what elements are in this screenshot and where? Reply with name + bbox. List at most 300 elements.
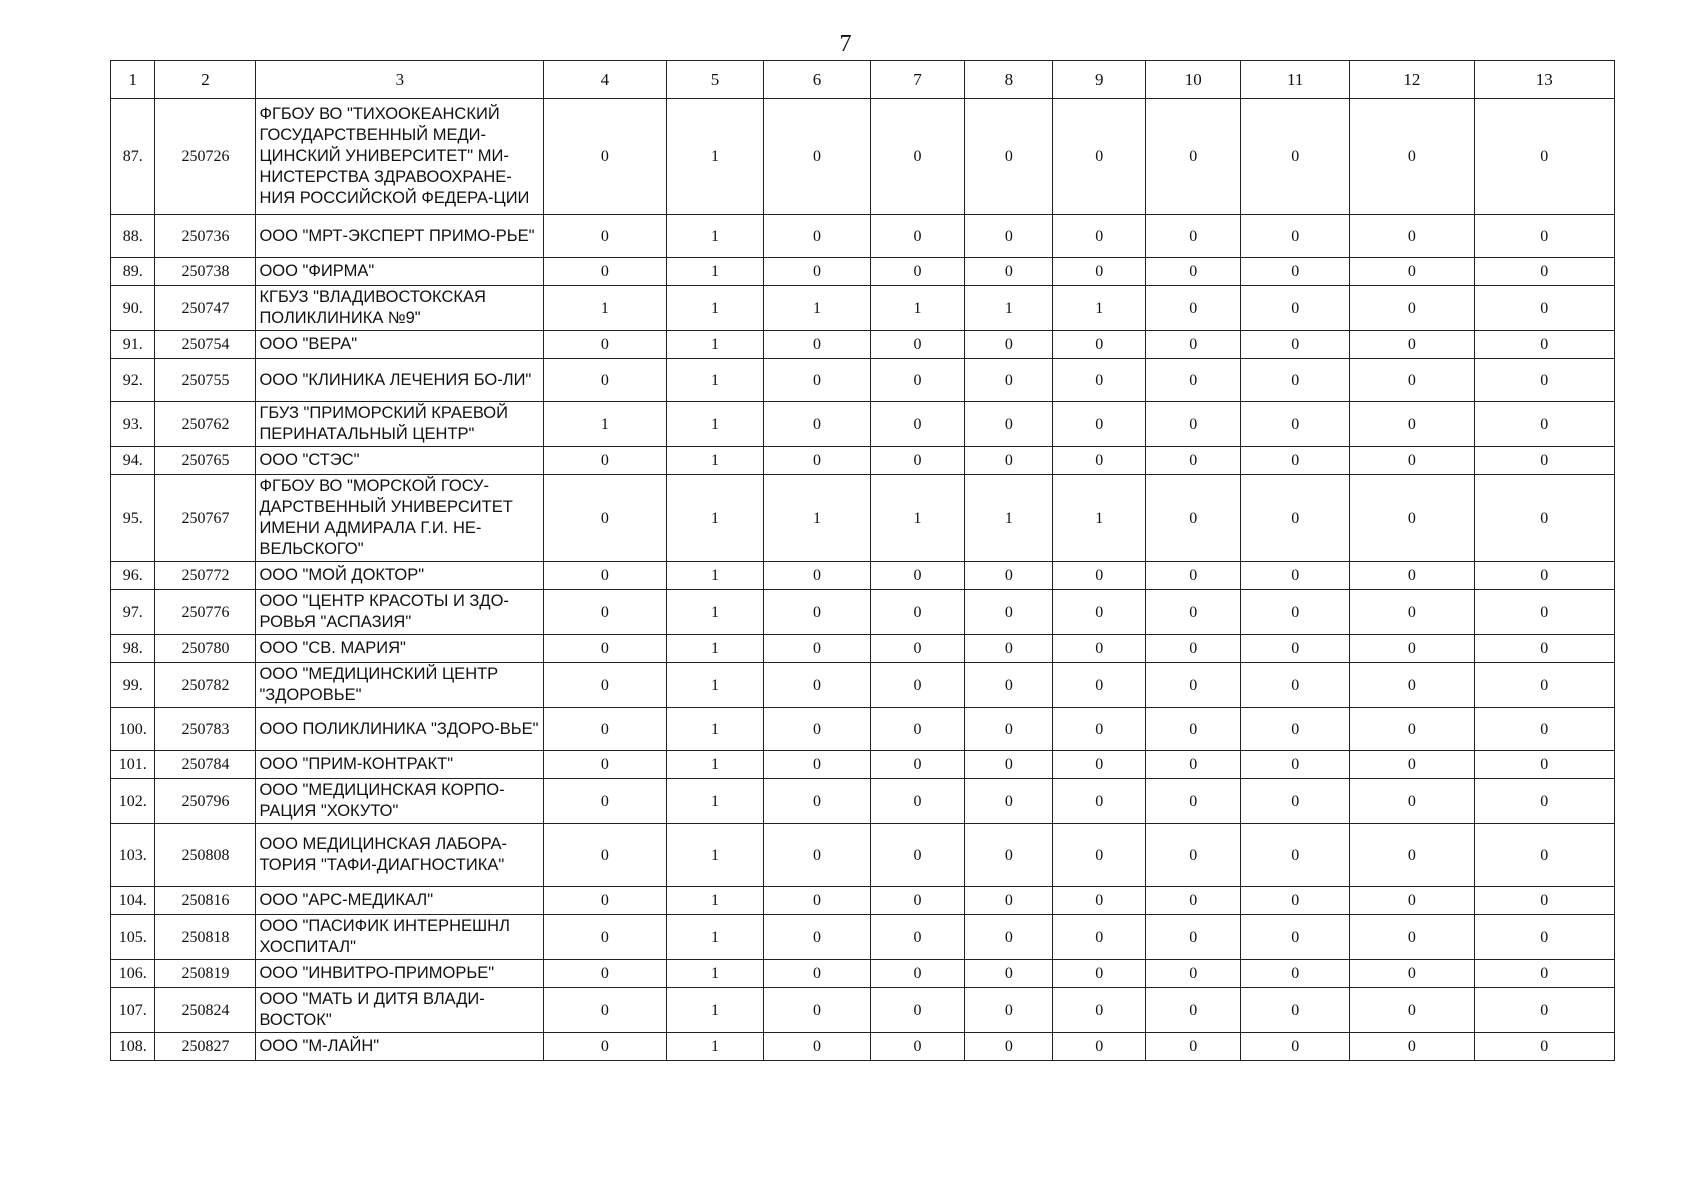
value-cell: 0 (1053, 915, 1146, 960)
value-cell: 0 (1241, 779, 1350, 824)
code-cell: 250819 (155, 960, 256, 988)
value-cell: 0 (1053, 402, 1146, 447)
row-number-cell: 105. (111, 915, 155, 960)
value-cell: 1 (666, 562, 764, 590)
value-cell: 0 (544, 258, 666, 286)
value-cell: 1 (666, 258, 764, 286)
value-cell: 0 (965, 359, 1053, 402)
value-cell: 0 (965, 635, 1053, 663)
value-cell: 0 (1474, 708, 1614, 751)
code-cell: 250784 (155, 751, 256, 779)
row-number-cell: 107. (111, 988, 155, 1033)
value-cell: 0 (870, 779, 965, 824)
value-cell: 0 (1053, 751, 1146, 779)
row-number-cell: 96. (111, 562, 155, 590)
value-cell: 0 (1053, 663, 1146, 708)
value-cell: 0 (1474, 590, 1614, 635)
value-cell: 0 (544, 562, 666, 590)
column-header: 6 (764, 61, 870, 99)
value-cell: 0 (965, 960, 1053, 988)
table-row (111, 635, 1615, 663)
value-cell: 0 (1241, 258, 1350, 286)
value-cell: 0 (965, 708, 1053, 751)
code-cell: 250782 (155, 663, 256, 708)
table-row (111, 562, 1615, 590)
value-cell: 0 (1053, 988, 1146, 1033)
organization-name-cell: ООО "КЛИНИКА ЛЕЧЕНИЯ БО-ЛИ" (256, 359, 544, 402)
table-row (111, 751, 1615, 779)
value-cell: 0 (1241, 562, 1350, 590)
value-cell: 0 (544, 475, 666, 562)
value-cell: 0 (965, 663, 1053, 708)
value-cell: 1 (965, 475, 1053, 562)
value-cell: 0 (965, 751, 1053, 779)
value-cell: 1 (666, 286, 764, 331)
value-cell: 1 (666, 475, 764, 562)
value-cell: 0 (1053, 708, 1146, 751)
column-header: 13 (1474, 61, 1614, 99)
organization-name-cell: ООО МЕДИЦИНСКАЯ ЛАБОРА-ТОРИЯ "ТАФИ-ДИАГНОСТИКА" (256, 824, 544, 887)
value-cell: 0 (544, 590, 666, 635)
value-cell: 1 (1053, 286, 1146, 331)
code-cell: 250780 (155, 635, 256, 663)
column-header: 11 (1241, 61, 1350, 99)
value-cell: 0 (544, 915, 666, 960)
table-row (111, 590, 1615, 635)
column-header: 7 (870, 61, 965, 99)
row-number-cell: 88. (111, 215, 155, 258)
code-cell: 250796 (155, 779, 256, 824)
column-header: 1 (111, 61, 155, 99)
value-cell: 0 (1241, 1033, 1350, 1061)
value-cell: 0 (1146, 824, 1241, 887)
value-cell: 1 (666, 635, 764, 663)
value-cell: 0 (1474, 779, 1614, 824)
column-header: 4 (544, 61, 666, 99)
value-cell: 0 (1241, 331, 1350, 359)
value-cell: 0 (870, 663, 965, 708)
value-cell: 0 (1241, 99, 1350, 215)
value-cell: 0 (870, 590, 965, 635)
value-cell: 0 (1474, 215, 1614, 258)
table-row (111, 258, 1615, 286)
value-cell: 0 (1053, 447, 1146, 475)
value-cell: 0 (544, 1033, 666, 1061)
value-cell: 0 (1146, 562, 1241, 590)
value-cell: 1 (666, 988, 764, 1033)
organization-name-cell: КГБУЗ "ВЛАДИВОСТОКСКАЯ ПОЛИКЛИНИКА №9" (256, 286, 544, 331)
value-cell: 0 (764, 1033, 870, 1061)
value-cell: 0 (1474, 635, 1614, 663)
value-cell: 0 (764, 215, 870, 258)
value-cell: 0 (1146, 779, 1241, 824)
value-cell: 0 (1350, 824, 1474, 887)
value-cell: 0 (544, 824, 666, 887)
value-cell: 0 (1146, 887, 1241, 915)
code-cell: 250783 (155, 708, 256, 751)
organization-name-cell: ООО "СВ. МАРИЯ" (256, 635, 544, 663)
value-cell: 0 (764, 751, 870, 779)
value-cell: 0 (1053, 258, 1146, 286)
value-cell: 0 (1146, 99, 1241, 215)
value-cell: 0 (1474, 99, 1614, 215)
value-cell: 0 (1474, 286, 1614, 331)
value-cell: 0 (1053, 779, 1146, 824)
code-cell: 250816 (155, 887, 256, 915)
code-cell: 250767 (155, 475, 256, 562)
value-cell: 0 (1241, 447, 1350, 475)
code-cell: 250726 (155, 99, 256, 215)
value-cell: 0 (965, 779, 1053, 824)
value-cell: 0 (1241, 960, 1350, 988)
value-cell: 1 (666, 708, 764, 751)
row-number-cell: 104. (111, 887, 155, 915)
table-row (111, 402, 1615, 447)
value-cell: 0 (544, 215, 666, 258)
value-cell: 0 (764, 887, 870, 915)
value-cell: 0 (1241, 215, 1350, 258)
value-cell: 0 (1350, 1033, 1474, 1061)
organization-name-cell: ООО "МЕДИЦИНСКАЯ КОРПО-РАЦИЯ "ХОКУТО" (256, 779, 544, 824)
value-cell: 0 (1474, 663, 1614, 708)
value-cell: 0 (965, 402, 1053, 447)
row-number-cell: 89. (111, 258, 155, 286)
code-cell: 250776 (155, 590, 256, 635)
table-row (111, 99, 1615, 215)
value-cell: 0 (1241, 402, 1350, 447)
value-cell: 0 (1146, 402, 1241, 447)
value-cell: 0 (764, 779, 870, 824)
value-cell: 0 (1350, 751, 1474, 779)
table-row (111, 708, 1615, 751)
value-cell: 0 (1350, 915, 1474, 960)
value-cell: 0 (870, 887, 965, 915)
value-cell: 0 (544, 988, 666, 1033)
value-cell: 0 (1350, 286, 1474, 331)
value-cell: 1 (666, 887, 764, 915)
value-cell: 0 (544, 635, 666, 663)
code-cell: 250808 (155, 824, 256, 887)
code-cell: 250824 (155, 988, 256, 1033)
value-cell: 0 (764, 915, 870, 960)
organization-name-cell: ООО "ПРИМ-КОНТРАКТ" (256, 751, 544, 779)
value-cell: 0 (870, 447, 965, 475)
column-header: 10 (1146, 61, 1241, 99)
value-cell: 0 (764, 590, 870, 635)
value-cell: 0 (1350, 960, 1474, 988)
value-cell: 0 (1474, 751, 1614, 779)
organization-name-cell: ООО "ИНВИТРО-ПРИМОРЬЕ" (256, 960, 544, 988)
value-cell: 1 (666, 447, 764, 475)
organization-name-cell: ООО "СТЭС" (256, 447, 544, 475)
value-cell: 1 (666, 402, 764, 447)
value-cell: 0 (965, 1033, 1053, 1061)
value-cell: 0 (1474, 988, 1614, 1033)
value-cell: 0 (1053, 562, 1146, 590)
column-header: 9 (1053, 61, 1146, 99)
value-cell: 0 (544, 99, 666, 215)
table-row (111, 824, 1615, 887)
table-row (111, 359, 1615, 402)
value-cell: 0 (1474, 1033, 1614, 1061)
value-cell: 0 (1053, 99, 1146, 215)
organization-name-cell: ООО "ФИРМА" (256, 258, 544, 286)
value-cell: 0 (544, 960, 666, 988)
value-cell: 0 (870, 331, 965, 359)
value-cell: 0 (1474, 402, 1614, 447)
value-cell: 0 (965, 988, 1053, 1033)
table-body (111, 99, 1615, 1061)
value-cell: 0 (544, 887, 666, 915)
value-cell: 1 (666, 215, 764, 258)
code-cell: 250827 (155, 1033, 256, 1061)
code-cell: 250747 (155, 286, 256, 331)
value-cell: 0 (1474, 824, 1614, 887)
value-cell: 0 (1350, 590, 1474, 635)
value-cell: 0 (544, 331, 666, 359)
organization-name-cell: ГБУЗ "ПРИМОРСКИЙ КРАЕВОЙ ПЕРИНАТАЛЬНЫЙ ЦЕНТР" (256, 402, 544, 447)
value-cell: 0 (764, 824, 870, 887)
value-cell: 1 (666, 824, 764, 887)
value-cell: 0 (764, 562, 870, 590)
value-cell: 0 (1474, 331, 1614, 359)
value-cell: 0 (1053, 590, 1146, 635)
value-cell: 0 (1474, 562, 1614, 590)
organization-name-cell: ООО "ЦЕНТР КРАСОТЫ И ЗДО-РОВЬЯ "АСПАЗИЯ" (256, 590, 544, 635)
value-cell: 0 (1053, 331, 1146, 359)
value-cell: 1 (870, 286, 965, 331)
value-cell: 0 (1053, 1033, 1146, 1061)
table-row (111, 988, 1615, 1033)
value-cell: 0 (1053, 960, 1146, 988)
value-cell: 1 (764, 475, 870, 562)
value-cell: 1 (666, 99, 764, 215)
value-cell: 0 (1474, 447, 1614, 475)
row-number-cell: 95. (111, 475, 155, 562)
value-cell: 0 (1146, 590, 1241, 635)
value-cell: 0 (1053, 824, 1146, 887)
value-cell: 0 (870, 751, 965, 779)
column-header: 12 (1350, 61, 1474, 99)
value-cell: 0 (965, 99, 1053, 215)
organization-name-cell: ООО "М-ЛАЙН" (256, 1033, 544, 1061)
value-cell: 1 (666, 960, 764, 988)
value-cell: 0 (1474, 258, 1614, 286)
value-cell: 0 (1146, 960, 1241, 988)
value-cell: 0 (764, 708, 870, 751)
value-cell: 1 (666, 590, 764, 635)
row-number-cell: 92. (111, 359, 155, 402)
value-cell: 0 (870, 915, 965, 960)
value-cell: 0 (1146, 988, 1241, 1033)
value-cell: 1 (544, 286, 666, 331)
value-cell: 0 (544, 663, 666, 708)
value-cell: 0 (1146, 663, 1241, 708)
code-cell: 250754 (155, 331, 256, 359)
table-row (111, 915, 1615, 960)
code-cell: 250736 (155, 215, 256, 258)
value-cell: 0 (1474, 915, 1614, 960)
value-cell: 0 (870, 988, 965, 1033)
row-number-cell: 102. (111, 779, 155, 824)
value-cell: 0 (870, 258, 965, 286)
value-cell: 0 (1350, 562, 1474, 590)
value-cell: 1 (965, 286, 1053, 331)
code-cell: 250772 (155, 562, 256, 590)
table-row (111, 475, 1615, 562)
value-cell: 0 (1350, 708, 1474, 751)
value-cell: 0 (1241, 751, 1350, 779)
value-cell: 0 (965, 590, 1053, 635)
value-cell: 0 (1146, 286, 1241, 331)
code-cell: 250755 (155, 359, 256, 402)
value-cell: 0 (1350, 663, 1474, 708)
value-cell: 0 (1241, 824, 1350, 887)
table-row (111, 663, 1615, 708)
value-cell: 0 (1146, 258, 1241, 286)
row-number-cell: 99. (111, 663, 155, 708)
value-cell: 0 (1146, 331, 1241, 359)
table-row (111, 887, 1615, 915)
value-cell: 0 (1350, 258, 1474, 286)
value-cell: 1 (666, 1033, 764, 1061)
row-number-cell: 91. (111, 331, 155, 359)
value-cell: 0 (1350, 779, 1474, 824)
value-cell: 0 (965, 258, 1053, 286)
value-cell: 0 (1474, 887, 1614, 915)
table-row (111, 331, 1615, 359)
value-cell: 0 (965, 915, 1053, 960)
value-cell: 1 (666, 359, 764, 402)
column-header: 8 (965, 61, 1053, 99)
value-cell: 0 (965, 447, 1053, 475)
value-cell: 0 (870, 1033, 965, 1061)
value-cell: 1 (666, 331, 764, 359)
value-cell: 0 (1146, 1033, 1241, 1061)
value-cell: 0 (1350, 887, 1474, 915)
value-cell: 0 (965, 824, 1053, 887)
value-cell: 0 (1053, 215, 1146, 258)
value-cell: 1 (666, 779, 764, 824)
value-cell: 0 (965, 562, 1053, 590)
code-cell: 250762 (155, 402, 256, 447)
value-cell: 0 (1241, 663, 1350, 708)
value-cell: 0 (764, 663, 870, 708)
value-cell: 0 (1350, 635, 1474, 663)
value-cell: 0 (1146, 635, 1241, 663)
organization-name-cell: ООО "АРС-МЕДИКАЛ" (256, 887, 544, 915)
column-header: 2 (155, 61, 256, 99)
data-table (110, 60, 1615, 1061)
value-cell: 0 (1146, 751, 1241, 779)
organization-name-cell: ФГБОУ ВО "ТИХООКЕАНСКИЙ ГОСУДАРСТВЕННЫЙ МЕДИ-ЦИНСКИЙ УНИВЕРСИТЕТ" МИ-НИСТЕРСТВА ЗДРАВООХРАНЕ-НИЯ РОССИЙСКОЙ ФЕДЕРА-ЦИИ (256, 99, 544, 215)
organization-name-cell: ООО "МЕДИЦИНСКИЙ ЦЕНТР "ЗДОРОВЬЕ" (256, 663, 544, 708)
row-number-cell: 106. (111, 960, 155, 988)
table-row (111, 215, 1615, 258)
value-cell: 0 (1350, 475, 1474, 562)
row-number-cell: 108. (111, 1033, 155, 1061)
table-row (111, 447, 1615, 475)
row-number-cell: 93. (111, 402, 155, 447)
organization-name-cell: ООО "МАТЬ И ДИТЯ ВЛАДИ-ВОСТОК" (256, 988, 544, 1033)
value-cell: 0 (1350, 215, 1474, 258)
table-row (111, 960, 1615, 988)
value-cell: 0 (870, 99, 965, 215)
organization-name-cell: ООО ПОЛИКЛИНИКА "ЗДОРО-ВЬЕ" (256, 708, 544, 751)
value-cell: 0 (544, 779, 666, 824)
value-cell: 0 (870, 562, 965, 590)
value-cell: 0 (1241, 475, 1350, 562)
row-number-cell: 103. (111, 824, 155, 887)
value-cell: 1 (666, 751, 764, 779)
value-cell: 1 (1053, 475, 1146, 562)
value-cell: 0 (965, 331, 1053, 359)
value-cell: 0 (870, 960, 965, 988)
value-cell: 0 (764, 988, 870, 1033)
value-cell: 1 (870, 475, 965, 562)
value-cell: 0 (1241, 887, 1350, 915)
value-cell: 0 (1474, 960, 1614, 988)
value-cell: 0 (1350, 447, 1474, 475)
value-cell: 0 (1350, 402, 1474, 447)
value-cell: 0 (1146, 447, 1241, 475)
value-cell: 0 (965, 215, 1053, 258)
value-cell: 0 (1053, 887, 1146, 915)
header-row (111, 61, 1615, 99)
value-cell: 0 (1241, 359, 1350, 402)
value-cell: 0 (544, 751, 666, 779)
table-row (111, 286, 1615, 331)
value-cell: 0 (870, 708, 965, 751)
organization-name-cell: ООО "ВЕРА" (256, 331, 544, 359)
value-cell: 0 (870, 359, 965, 402)
value-cell: 0 (1241, 988, 1350, 1033)
organization-name-cell: ООО "ПАСИФИК ИНТЕРНЕШНЛ ХОСПИТАЛ" (256, 915, 544, 960)
value-cell: 0 (870, 824, 965, 887)
value-cell: 0 (1053, 635, 1146, 663)
value-cell: 1 (764, 286, 870, 331)
value-cell: 0 (965, 887, 1053, 915)
code-cell: 250765 (155, 447, 256, 475)
value-cell: 0 (764, 960, 870, 988)
column-header: 5 (666, 61, 764, 99)
value-cell: 0 (764, 447, 870, 475)
row-number-cell: 101. (111, 751, 155, 779)
row-number-cell: 100. (111, 708, 155, 751)
value-cell: 0 (1241, 915, 1350, 960)
value-cell: 0 (764, 359, 870, 402)
value-cell: 0 (1241, 590, 1350, 635)
value-cell: 0 (1474, 359, 1614, 402)
value-cell: 0 (1474, 475, 1614, 562)
value-cell: 0 (1146, 215, 1241, 258)
value-cell: 0 (1350, 331, 1474, 359)
value-cell: 0 (1146, 915, 1241, 960)
value-cell: 0 (1146, 475, 1241, 562)
table-row (111, 779, 1615, 824)
code-cell: 250738 (155, 258, 256, 286)
value-cell: 0 (764, 635, 870, 663)
page-number: 7 (839, 31, 852, 57)
value-cell: 0 (870, 215, 965, 258)
value-cell: 0 (544, 359, 666, 402)
value-cell: 1 (544, 402, 666, 447)
value-cell: 0 (764, 331, 870, 359)
organization-name-cell: ООО "МРТ-ЭКСПЕРТ ПРИМО-РЬЕ" (256, 215, 544, 258)
value-cell: 0 (870, 402, 965, 447)
value-cell: 0 (764, 99, 870, 215)
value-cell: 0 (870, 635, 965, 663)
